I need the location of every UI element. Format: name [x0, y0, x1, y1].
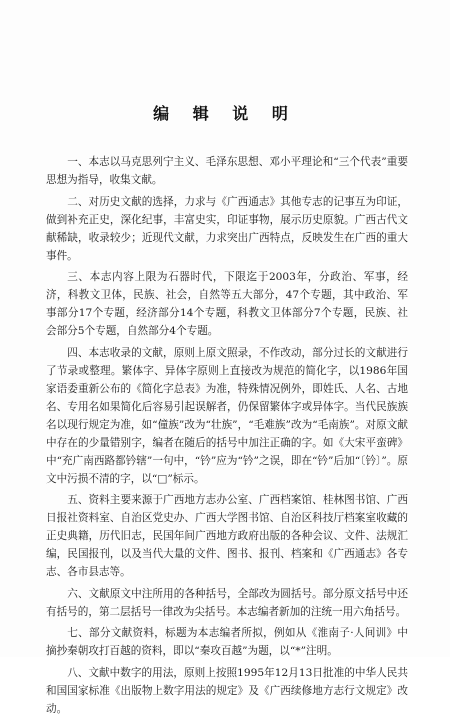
page-title: 编 辑 说 明 — [153, 104, 297, 123]
paragraph-2: 二、对历史文献的选择，力求与《广西通志》其他专志的记事互为印证，做到补充正史，深化纪事，丰富史实，印证事物，展示历史原貌。广西古代文献稀缺，收录较少；近现代文献，力求突出广西特点，反映发生在广西的重大事件。 — [46, 195, 408, 262]
document-body — [46, 153, 408, 721]
paragraph-3: 三、本志内容上限为石器时代，下限迄于2003年，分政治、军事，经济，科教文卫体，民族、社会，自然等五大部分，47个专题，其中政治、军事部分17个专题，经济部分14个专题，科教文卫体部分7个专题，民族、社会部分5个专题，自然部分4个专题。 — [46, 271, 408, 337]
paragraph-8: 八、文献中数字的用法，原则上按照1995年12月13日批准的中华人民共和国国家标准《出版物上数字用法的规定》及《广西续修地方志行文规定》改动。 — [46, 666, 408, 715]
paragraph-5: 五、资料主要来源于广西地方志办公室、广西档案馆、桂林图书馆、广西日报社资料室、自治区党史办、广西大学图书馆、自治区科技厅档案室收藏的正史典籍，历代旧志，民国年间广西地方政府出版的各种会议、文件、法规汇编，民国报刊，以及当代大量的文件、图书、报刊、档案和《广西通志》各专志、各市县志等。 — [46, 494, 408, 578]
paragraph-7: 七、部分文献资料，标题为本志编者所拟，例如从《淮南子·人间训》中摘抄秦朝攻打百越的资料，即以“秦攻百越”为题，以“*”注明。 — [46, 627, 408, 657]
paragraph-1: 一、本志以马克思列宁主义、毛泽东思想、邓小平理论和“三个代表”重要思想为指导，收集文献。 — [46, 156, 408, 186]
paragraph-4: 四、本志收录的文献，原则上原文照录，不作改动，部分过长的文献进行了节录或整理。繁体字、异体字原则上直接改为规范的简化字，以1986年国家语委重新公布的《简化字总表》为准，特殊情况例外，即姓氏、人名、古地名、专用名如果简化后容易引起误解者，仍保留繁体字或异体字。当代民族族名以现行规定为准，如“僮族”改为“壮族”，“毛难族”改为“毛南族”。对原文献中存在的少量错别字，编者在随后的括号中加注正确的字。如《大宋平蛮碑》中“充广南西路都钤辖”一句中，“钤”应为“钤”之误，即在“钤”后加“〔钤〕”。原文中污损不清的字，以“□”标示。 — [46, 346, 408, 485]
paragraph-6: 六、文献原文中注所用的各种括号，全部改为圆括号。部分原文括号中还有括号的，第二层括号一律改为尖括号。本志编者新加的注统一用六角括号。 — [46, 587, 408, 618]
